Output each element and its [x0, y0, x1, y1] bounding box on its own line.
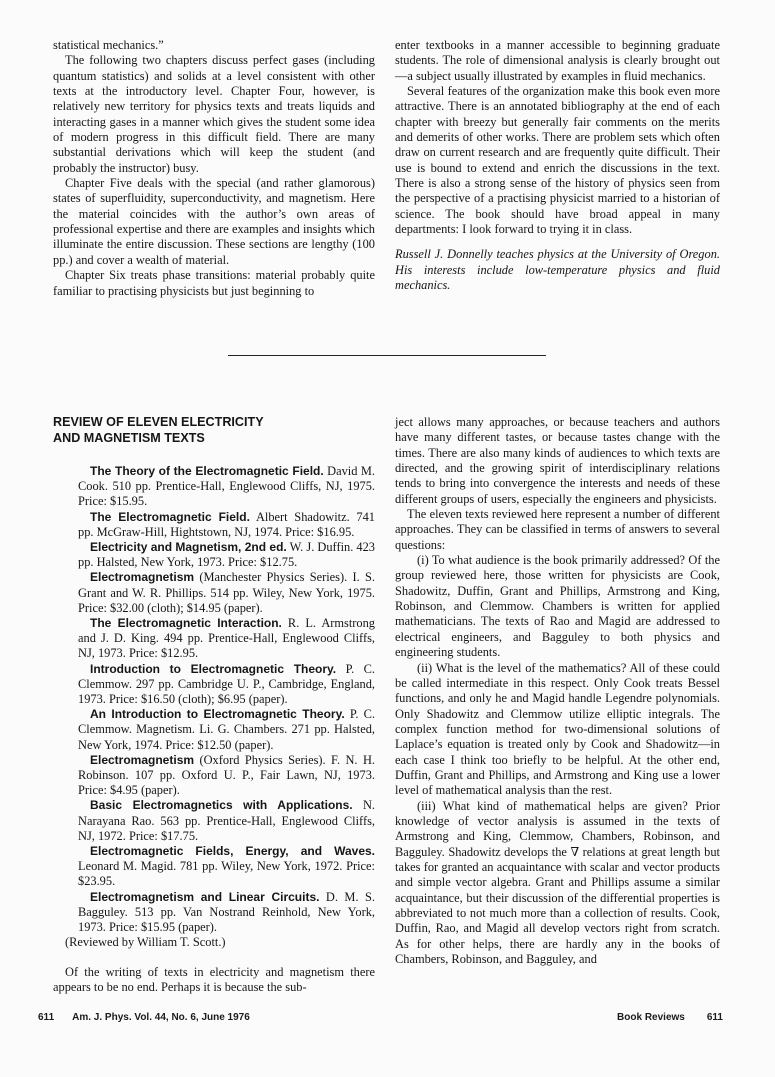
- page-footer-left: [38, 1012, 250, 1023]
- book-details: W. J. Duffin. 423 pp. Halsted, New York, 1973. Price: $12.75.: [78, 540, 376, 570]
- book-title: Electromagnetic Fields, Energy, and Waves.: [90, 844, 375, 859]
- book-entry: [53, 662, 375, 708]
- paragraph: Several features of the organization make this book even more attractive. There is an annotated bibliography at the end of each chapter with breezy but generally fair comments on the merits and demerits of other works. There are problem sets which often draw on current research and are frequently quite difficult. Their use is bound to extend and enrich the discussions in the text. There is also a strong sense of the history of physics seen from the perspective of a practising physicist married to a historian of science. The book should have broad appeal in many departments: I look forward to trying it in class.: [395, 84, 720, 237]
- book-details: P. C. Clemmow. Magnetism. Li. G. Chambers. 271 pp. Halsted, New York, 1974. Price: $12.50 (paper).: [78, 707, 375, 752]
- book-entry: [53, 540, 375, 570]
- reviewer-byline: Russell J. Donnelly teaches physics at the University of Oregon. His interests include low-temperature physics and fluid mechanics.: [395, 247, 720, 293]
- book-title: Electromagnetism: [90, 752, 195, 767]
- section-name: Book Reviews: [617, 1012, 685, 1023]
- book-title: Basic Electromagnetics with Applications.: [90, 798, 353, 813]
- book-entry: [53, 844, 375, 890]
- review-heading: [53, 415, 375, 446]
- previous-review-left-column: [53, 38, 375, 299]
- book-entry: [53, 510, 375, 540]
- paragraph: statistical mechanics.”: [53, 38, 164, 52]
- book-title: Electricity and Magnetism, 2nd ed.: [90, 540, 287, 555]
- review-left-column: [53, 415, 375, 995]
- page-footer-right: [617, 1012, 723, 1023]
- reviewed-by: (Reviewed by William T. Scott.): [65, 935, 226, 950]
- book-details: Albert Shadowitz. 741 pp. McGraw-Hill, Hightstown, NJ, 1974. Price: $16.95.: [78, 509, 375, 539]
- review-heading-line-2: AND MAGNETISM TEXTS: [53, 430, 205, 445]
- paragraph: (i) To what audience is the book primarily addressed? Of the group reviewed here, those written for physicists are Cook, Shadowitz, Duffin, Grant and Phillips, Armstrong and King, Robinson, and Clemmow. Chambers is written for applied mathematicians. The texts of Rao and Magid are addressed to electrical engineers, and Bagguley to both physics and engineering students.: [395, 553, 720, 660]
- paragraph: (ii) What is the level of the mathematics? All of these could be called intermediate in this respect. Only Cook treats Bessel functions, and only he and Magid handle Legendre polynomials. Only Shadowitz and Clemmow utilize elliptic integrals. The complex function method for two-dimensional solutions of Laplace’s equation is treated only by Cook and Shadowitz—in each case I think too briefly to be helpful. At the other end, Duffin, Grant and Phillips, and Armstrong and King use a lower level of mathematical analysis than the rest.: [395, 660, 720, 798]
- book-entry: [53, 753, 375, 799]
- book-title: Introduction to Electromagnetic Theory.: [90, 661, 337, 676]
- paragraph: Chapter Five deals with the special (and rather glamorous) states of superfluidity, superconductivity, and magnetism. Here the material coincides with the author’s own areas of professional expertise and there are examples and insights which illuminate the entire discussion. These sections are lengthy (100 pp.) and cover a wealth of material.: [53, 176, 375, 267]
- paragraph: The following two chapters discuss perfect gases (including quantum statistics) and solids at a level consistent with other texts at the introductory level. Chapter Four, however, is relatively new territory for physics texts and treats liquids and interacting gases in a manner which gives the student some idea of modern progress in this difficult field. There are many substantial derivations which will keep the student (and probably the instructor) busy.: [53, 53, 375, 175]
- book-entry: [53, 890, 375, 936]
- paragraph: enter textbooks in a manner accessible to beginning graduate students. The role of dimensional analysis is clearly brought out—a subject usually illustrated by examples in fluid mechanics.: [395, 38, 720, 83]
- paragraph: ject allows many approaches, or because teachers and authors have many different tastes, or because tastes change with the times. There are also many kinds of audiences to which texts are directed, and the growing spirit of interdisciplinary relations tends to bring into convergence the interests and needs of these different groups of users, especially the engineers and physicists.: [395, 415, 720, 506]
- book-details: N. Narayana Rao. 563 pp. Prentice-Hall, Englewood Cliffs, NJ, 1972. Price: $17.75.: [78, 798, 375, 843]
- review-heading-line-1: REVIEW OF ELEVEN ELECTRICITY: [53, 415, 264, 429]
- review-right-column: [395, 415, 720, 967]
- page-number-left: 611: [38, 1012, 55, 1023]
- book-title: The Electromagnetic Interaction.: [90, 616, 282, 631]
- book-title: The Theory of the Electromagnetic Field.: [90, 464, 324, 478]
- book-list: [53, 464, 375, 935]
- page-number-right: 611: [706, 1012, 723, 1023]
- book-details: (Oxford Physics Series). F. N. H. Robinson. 107 pp. Oxford U. P., Fair Lawn, NJ, 1973. Price: $4.95 (paper).: [78, 752, 375, 798]
- review-opening-paragraph: Of the writing of texts in electricity and magnetism there appears to be no end. Perhaps it is because the sub-: [53, 964, 375, 994]
- paragraph: The eleven texts reviewed here represent a number of different approaches. They can be classified in terms of answers to several questions:: [395, 507, 720, 552]
- book-details: David M. Cook. 510 pp. Prentice-Hall, Englewood Cliffs, NJ, 1975. Price: $15.95.: [78, 464, 375, 509]
- previous-review-right-column: [395, 38, 720, 294]
- book-details: P. C. Clemmow. 297 pp. Cambridge U. P., Cambridge, England, 1973. Price: $16.50 (cloth); $6.95 (paper).: [78, 661, 375, 707]
- book-title: Electromagnetism and Linear Circuits.: [90, 889, 320, 904]
- book-title: An Introduction to Electromagnetic Theory.: [90, 707, 345, 722]
- book-details: (Manchester Physics Series). I. S. Grant and W. R. Phillips. 514 pp. Wiley, New York, 1975. Price: $32.00 (cloth); $14.95 (paper).: [78, 570, 375, 615]
- section-divider: [228, 355, 546, 356]
- book-entry: [53, 798, 375, 844]
- book-entry: [53, 464, 375, 510]
- paragraph: (iii) What kind of mathematical helps are given? Prior knowledge of vector analysis is assumed in the texts of Armstrong and King, Clemmow, Chambers, Robinson, and Bagguley. Shadowitz develops the ∇ relations at great length but takes for granted an acquaintance with scalar and vector products and simple vector algebra. Grant and Phillips assume a similar acquaintance, but their discussion of the differential properties is abbreviated to not much more than a collection of results. Cook, Duffin, Rao, and Magid all develop vectors right from scratch. As for other helps, there are hardly any in the books of Chambers, Robinson, and Bagguley, and: [395, 798, 720, 967]
- previous-review-right-paragraphs: [395, 38, 720, 237]
- book-entry: [53, 616, 375, 662]
- book-title: The Electromagnetic Field.: [90, 509, 250, 524]
- book-entry: [53, 707, 375, 753]
- paragraph: Chapter Six treats phase transitions: material probably quite familiar to practising physicists but just beginning to: [53, 268, 375, 298]
- book-details: Leonard M. Magid. 781 pp. Wiley, New York, 1972. Price: $23.95.: [78, 859, 375, 889]
- book-entry: [53, 570, 375, 616]
- book-title: Electromagnetism: [90, 570, 195, 585]
- journal-citation: Am. J. Phys. Vol. 44, No. 6, June 1976: [72, 1012, 250, 1023]
- book-details: D. M. S. Bagguley. 513 pp. Van Nostrand Reinhold, New York, 1973. Price: $15.95 (paper).: [78, 889, 375, 935]
- book-details: R. L. Armstrong and J. D. King. 494 pp. Prentice-Hall, Englewood Cliffs, NJ, 1973. Price: $12.95.: [78, 616, 376, 661]
